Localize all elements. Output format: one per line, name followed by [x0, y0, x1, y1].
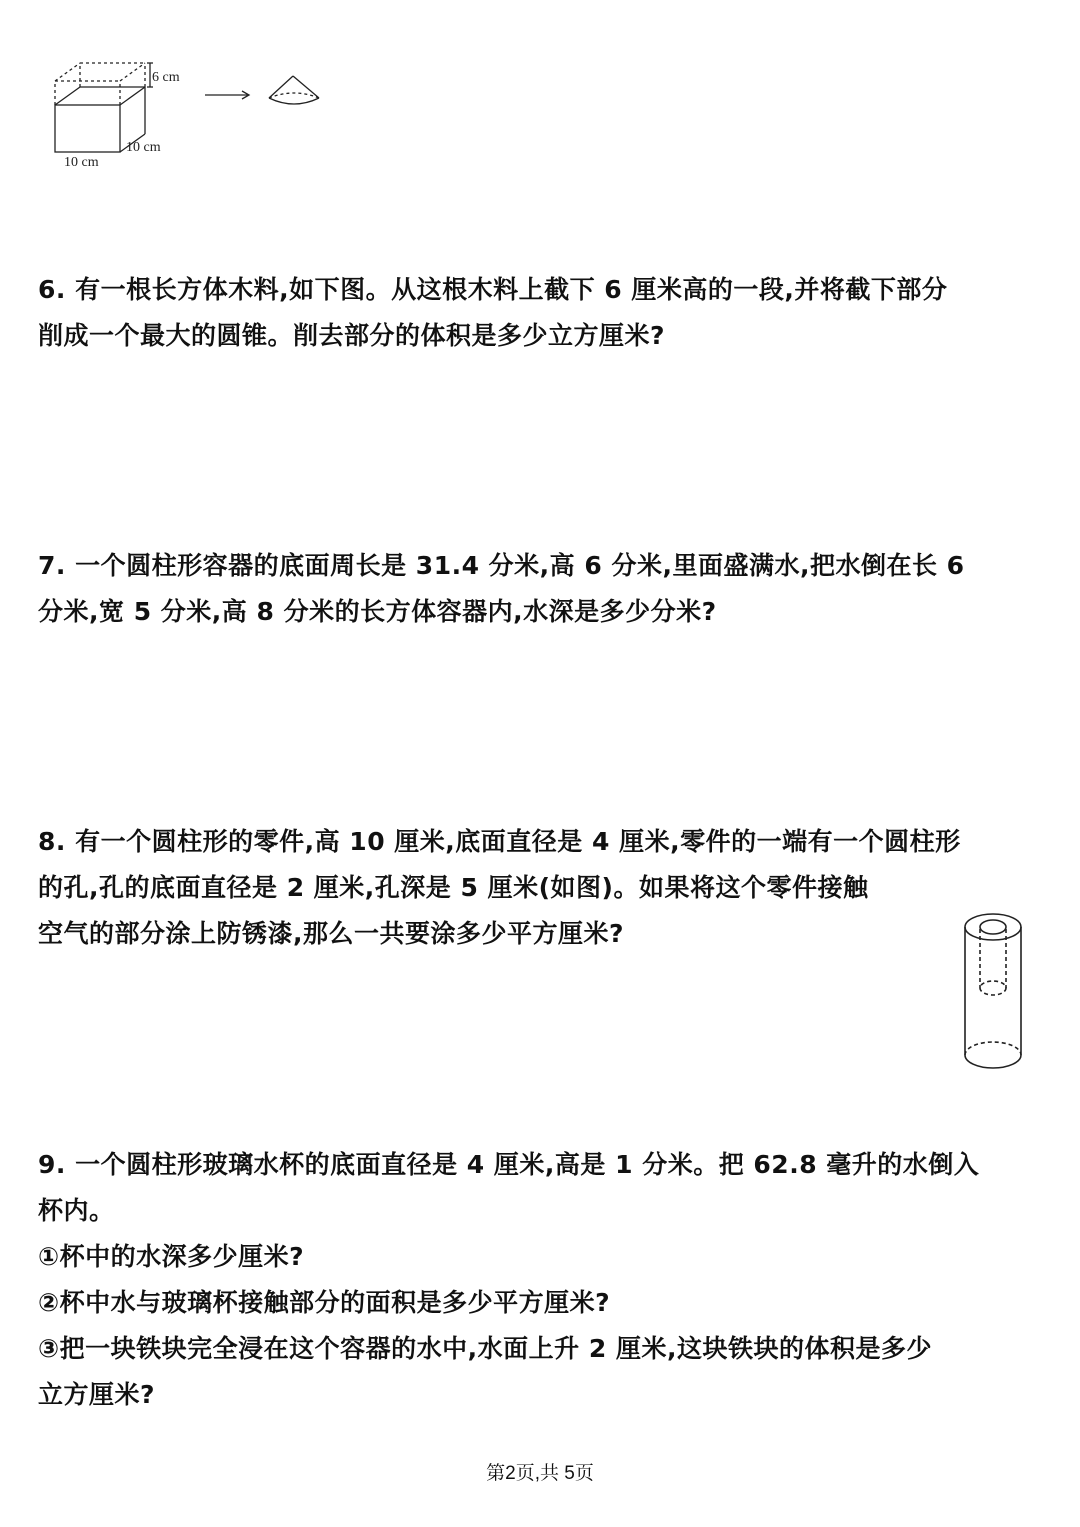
width-label: 10 cm [64, 155, 99, 170]
question-line: 9. 一个圆柱形玻璃水杯的底面直径是 4 厘米,高是 1 分米。把 62.8 毫升的水倒入 [38, 1150, 980, 1179]
question-line: 削成一个最大的圆锥。削去部分的体积是多少立方厘米? [38, 321, 666, 350]
question-line: ②杯中水与玻璃杯接触部分的面积是多少平方厘米? [38, 1288, 611, 1317]
question-line: 的孔,孔的底面直径是 2 厘米,孔深是 5 厘米(如图)。如果将这个零件接触 [38, 873, 869, 902]
question-line: 6. 有一根长方体木料,如下图。从这根木料上截下 6 厘米高的一段,并将截下部分 [38, 275, 948, 304]
cuboid-figure [55, 63, 153, 152]
question-line: 分米,宽 5 分米,高 8 分米的长方体容器内,水深是多少分米? [38, 597, 717, 626]
hollow-cylinder-figure [955, 905, 1035, 1085]
question-line: 杯内。 [38, 1196, 115, 1225]
question-line: 7. 一个圆柱形容器的底面周长是 31.4 分米,高 6 分米,里面盛满水,把水倒在长 6 [38, 551, 965, 580]
page-number: 第2页,共 5页 [486, 1463, 594, 1484]
question-line: 8. 有一个圆柱形的零件,高 10 厘米,底面直径是 4 厘米,零件的一端有一个圆柱形 [38, 827, 961, 856]
question-7 [38, 543, 1048, 635]
question-line: ①杯中的水深多少厘米? [38, 1242, 305, 1271]
question-8 [38, 819, 1048, 957]
cone-figure [269, 76, 319, 104]
depth-label: 10 cm [126, 140, 161, 155]
height-label: 6 cm [152, 70, 180, 85]
question-line: 立方厘米? [38, 1380, 156, 1409]
question-6 [38, 267, 1048, 359]
question-9 [38, 1142, 1048, 1418]
question-line: ③把一块铁块完全浸在这个容器的水中,水面上升 2 厘米,这块铁块的体积是多少 [38, 1334, 932, 1363]
question-line: 空气的部分涂上防锈漆,那么一共要涂多少平方厘米? [38, 919, 625, 948]
arrow-figure [205, 91, 249, 99]
cuboid-to-cone-figure [40, 50, 340, 180]
